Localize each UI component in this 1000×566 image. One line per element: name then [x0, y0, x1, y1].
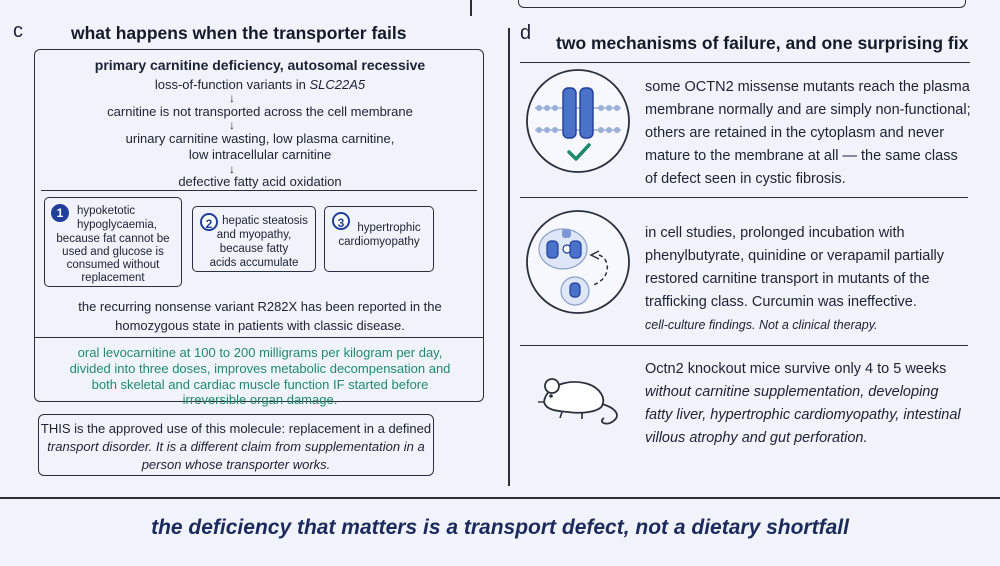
- membrane-transporter-icon: [525, 68, 631, 174]
- outcome-number-2: 2: [200, 213, 218, 231]
- knockout-line-1: Octn2 knockout mice survive only 4 to 5 weeks: [645, 361, 947, 377]
- note-line-1: [39, 421, 433, 437]
- fix-caveat: cell-culture findings. Not a clinical therapy.: [645, 318, 878, 332]
- outcome-number-1: 1: [51, 204, 69, 222]
- flow-step-3a: urinary carnitine wasting, low plasma carnitine,: [125, 131, 395, 146]
- treatment-line-4: irreversible organ damage.: [182, 392, 338, 407]
- fix-line-3: restored carnitine transport in mutants of the: [645, 271, 930, 287]
- variant-line-1: the recurring nonsense variant R282X has been reported in the: [78, 299, 442, 314]
- outcome-box-1: [44, 197, 182, 287]
- note-line-2: transport disorder. It is a different claim from supplementation in a: [47, 439, 425, 454]
- footer-tagline: the deficiency that matters is a transport defect, not a dietary shortfall: [151, 516, 849, 539]
- flow-step-2: carnitine is not transported across the cell membrane: [107, 104, 413, 119]
- outcome-2-line3: because fatty: [219, 243, 289, 255]
- gene-name: SLC22A5: [309, 77, 366, 92]
- mouse-icon: [532, 366, 632, 426]
- flow-step-1: [35, 77, 485, 93]
- mechanism-line-1: some OCTN2 missense mutants reach the plasma: [645, 79, 970, 95]
- panel-d-title-rule: [520, 62, 970, 63]
- knockout-line-2: without carnitine supplementation, developing: [645, 384, 939, 400]
- panel-c-letter: c: [13, 20, 23, 42]
- panel-d-title: two mechanisms of failure, and one surprising fix: [556, 33, 969, 53]
- flow-arrow-2: ↓: [229, 118, 235, 132]
- outcome-3-line2: cardiomyopathy: [338, 236, 420, 248]
- outcome-2-line1: hepatic steatosis: [222, 215, 308, 227]
- fix-line-4: trafficking class. Curcumin was ineffective.: [645, 294, 917, 310]
- panel-divider: [508, 28, 510, 486]
- outcome-2-line2: and myopathy,: [216, 229, 292, 241]
- footer-rule: [0, 497, 1000, 499]
- mechanism-line-5: of defect seen in cystic fibrosis.: [645, 171, 846, 187]
- approved-use-note: [38, 414, 434, 476]
- outcome-3-line1: hypertrophic: [357, 222, 421, 234]
- mechanism-line-2: membrane normally and are simply non-functional;: [645, 102, 971, 118]
- flow-arrow-1: ↓: [229, 91, 235, 105]
- outcome-2-line4: acids accumulate: [209, 257, 299, 269]
- top-divider-stub-left: [470, 0, 472, 16]
- mechanism-line-3: others are retained in the cytoplasm and never: [645, 125, 945, 141]
- note-line-1-text: THIS is the approved use of this molecule: replacement in a defined: [40, 421, 432, 436]
- treatment-line-2: divided into three doses, improves metabolic decompensation and: [69, 361, 451, 376]
- top-box-remnant: [518, 0, 966, 8]
- knockout-line-3: fatty liver, hypertrophic cardiomyopathy, intestinal: [645, 407, 961, 423]
- fix-line-1: in cell studies, prolonged incubation with: [645, 225, 905, 241]
- outcome-1-line3: because fat cannot be: [56, 233, 170, 245]
- treatment-line-1: oral levocarnitine at 100 to 200 milligrams per kilogram per day,: [77, 345, 443, 360]
- treatment-divider: [35, 337, 483, 338]
- treatment-line-3: both skeletal and cardiac muscle function IF started before: [91, 377, 429, 392]
- flow-step-1-text: loss-of-function variants in: [154, 77, 310, 92]
- panel-d-letter: d: [520, 22, 532, 44]
- disease-flow-box: [34, 49, 484, 407]
- variant-line-2: homozygous state in patients with classic disease.: [115, 318, 405, 333]
- outcome-1-line5: consumed without: [66, 259, 160, 271]
- flow-arrow-3: ↓: [229, 162, 235, 176]
- knockout-line-4: villous atrophy and gut perforation.: [645, 430, 868, 446]
- panel-d-rule-1: [520, 197, 968, 198]
- panel-c-title: what happens when the transporter fails: [71, 23, 407, 43]
- disease-title: primary carnitine deficiency, autosomal recessive: [94, 57, 426, 73]
- cell-trafficking-icon: [525, 209, 631, 315]
- flow-step-4: defective fatty acid oxidation: [178, 174, 342, 189]
- panel-d-rule-2: [520, 345, 968, 346]
- fix-line-2: phenylbutyrate, quinidine or verapamil partially: [645, 248, 945, 264]
- outcome-1-line1: hypoketotic: [77, 205, 136, 217]
- outcome-1-line6: replacement: [81, 272, 145, 284]
- outcome-1-line4: used and glucose is: [62, 246, 164, 258]
- note-line-3: person whose transporter works.: [141, 457, 331, 472]
- flow-step-3b: low intracellular carnitine: [188, 147, 332, 162]
- outcome-1-line2: hypoglycaemia,: [77, 219, 157, 231]
- outcome-number-3: 3: [332, 212, 350, 230]
- outcome-box-2: [192, 206, 316, 272]
- mechanism-line-4: mature to the membrane at all — the same class: [645, 148, 958, 164]
- outcome-box-3: [324, 206, 434, 272]
- outcome-divider: [41, 190, 477, 191]
